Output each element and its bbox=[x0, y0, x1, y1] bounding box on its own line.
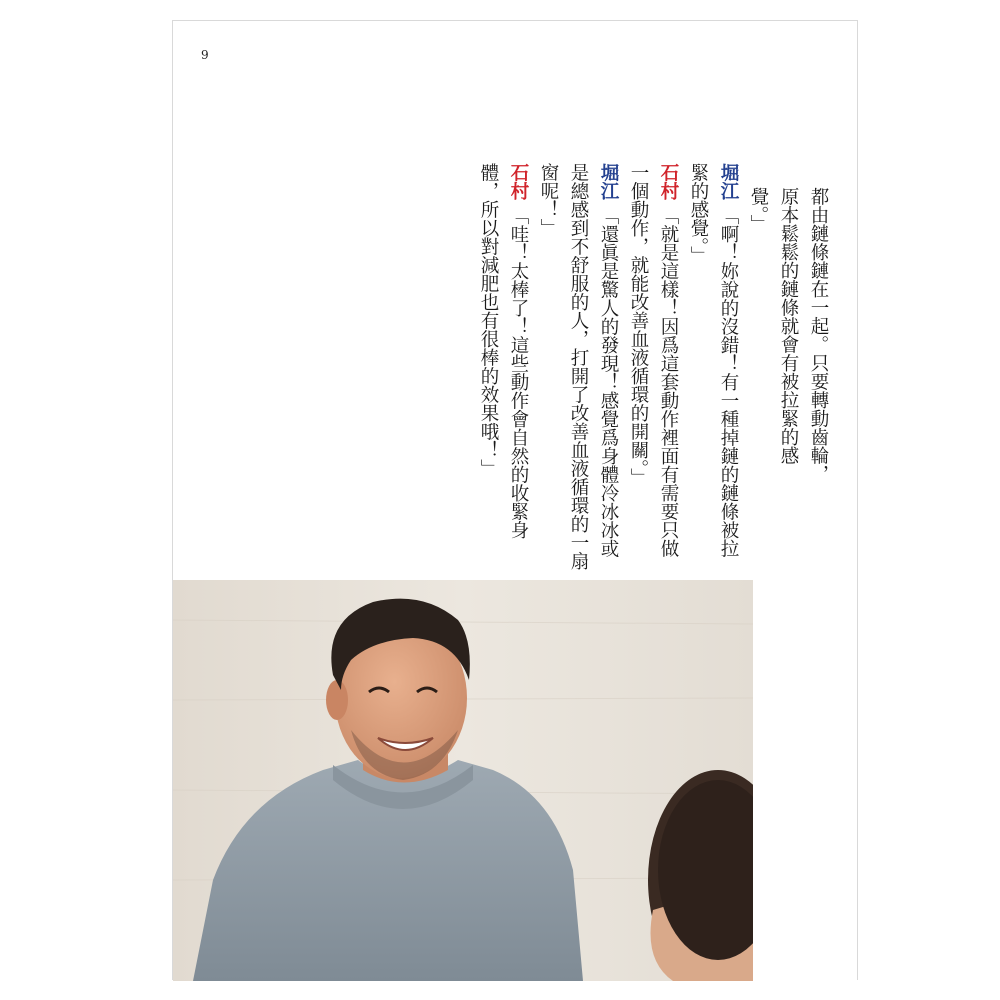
page-number: 9 bbox=[201, 48, 209, 62]
dialogue-line-horie-1 bbox=[683, 163, 743, 573]
dialogue-line-horie-2 bbox=[533, 163, 623, 573]
dialogue-line-ishimura-1 bbox=[623, 163, 683, 573]
continuation-line-2: 原本鬆鬆的鏈條就會有被拉緊的感 bbox=[778, 187, 799, 465]
dialogue-text-content: 「啊！妳說的沒錯！有一種掉鏈的鏈條被拉緊的感覺。」 bbox=[688, 163, 739, 558]
dialogue-line-ishimura-2 bbox=[473, 163, 533, 573]
continuation-line-1: 都由鏈條鏈在一起。只要轉動齒輪， bbox=[808, 187, 829, 483]
photo-smiling-man bbox=[173, 580, 753, 981]
speaker-name: 石村 bbox=[508, 163, 529, 200]
continuation-line-3: 覺。」 bbox=[748, 187, 769, 234]
speaker-name: 石村 bbox=[658, 163, 679, 200]
dialogue-text-content: 「哇！太棒了！這些動作會自然的收緊身體，所以對減肥也有很棒的效果哦！」 bbox=[478, 163, 529, 539]
speaker-name: 堀江 bbox=[598, 163, 619, 200]
speaker-name: 堀江 bbox=[718, 163, 739, 200]
dialogue-text bbox=[473, 163, 833, 573]
dialogue-text-content: 「就是這樣！因爲這套動作裡面有需要只做一個動作，就能改善血液循環的開關。」 bbox=[628, 163, 679, 558]
book-page bbox=[172, 20, 858, 980]
dialogue-text-content: 「還眞是驚人的發現！感覺爲身體冷冰冰或是總感到不舒服的人，打開了改善血液循環的一扇窗呢！」 bbox=[538, 163, 619, 570]
photo-illustration bbox=[173, 580, 753, 981]
